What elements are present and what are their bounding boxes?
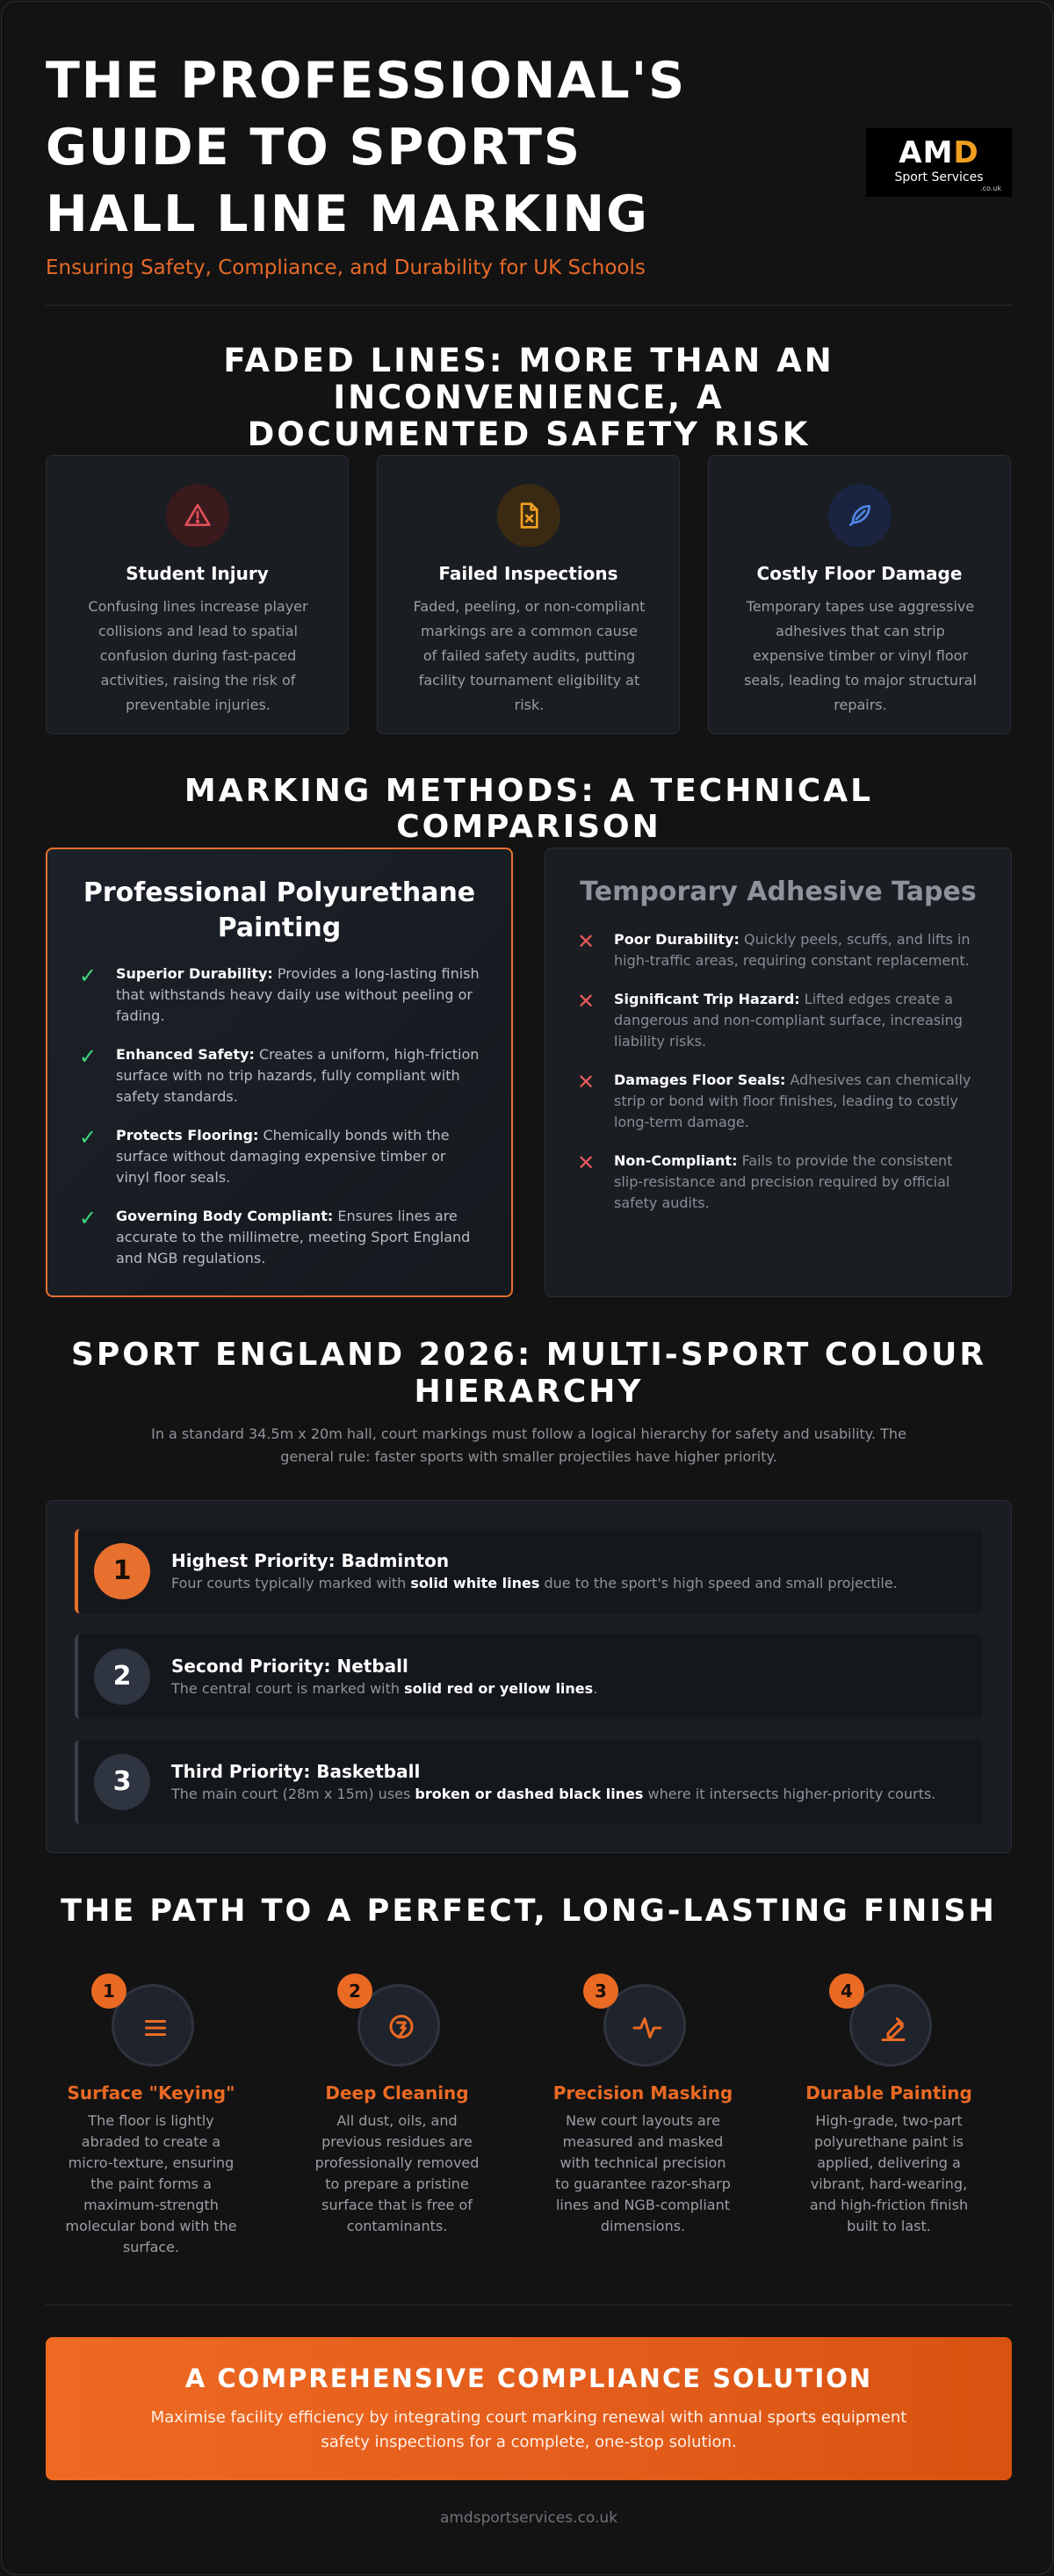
- benefit-text: [116, 963, 483, 1027]
- tape-drawback-item: [577, 929, 981, 971]
- check-icon: ✓: [79, 1206, 97, 1230]
- benefit-desc: Creates a uniform, high-friction surface with no trip hazards, fully compliant with safety standards.: [116, 1046, 480, 1105]
- cta-description: Maximise facility efficiency by integrating court marking renewal with annual sports equipment safety inspections for a complete, one-stop solution.: [150, 2408, 907, 2451]
- step-title: Surface "Keying": [67, 2082, 235, 2103]
- step-number-badge: 2: [337, 1973, 372, 2009]
- step-number-badge: 3: [583, 1973, 618, 2009]
- benefit-desc: Chemically bonds with the surface without damaging expensive timber or vinyl floor seals.: [116, 1127, 450, 1186]
- logo-domain: .co.uk: [980, 184, 1001, 192]
- drawback-desc: Quickly peels, scuffs, and lifts in high-traffic areas, requiring constant replacement.: [614, 931, 971, 969]
- cross-icon: ✕: [577, 929, 596, 954]
- risk-description: Temporary tapes use aggressive adhesives that can strip expensive timber or vinyl floor seals, leading to major structural repairs.: [744, 598, 977, 713]
- hierarchy-intro: In a standard 34.5m x 20m hall, court markings must follow a logical hierarchy for safety and usability. The general rule: faster sports with smaller projectiles have higher priority.: [151, 1425, 906, 1465]
- pro-benefit-item: [79, 1044, 483, 1108]
- benefit-desc: Ensures lines are accurate to the millimetre, meeting Sport England and NGB regulations.: [116, 1208, 471, 1266]
- priority-title: Second Priority: Netball: [171, 1656, 408, 1677]
- desc-text: The main court (28m x 15m) uses: [171, 1786, 415, 1802]
- check-icon: ✓: [79, 963, 97, 988]
- benefit-label: Superior Durability:: [116, 965, 273, 982]
- desc-emphasis: solid red or yellow lines: [404, 1680, 594, 1697]
- check-icon: ✓: [79, 1044, 97, 1069]
- tape-drawback-item: [577, 1151, 981, 1214]
- step-title: Deep Cleaning: [325, 2082, 469, 2103]
- company-logo[interactable]: [866, 128, 1012, 197]
- desc-text: The central court is marked with: [171, 1680, 405, 1697]
- professional-heading: [47, 876, 511, 946]
- benefit-label: Enhanced Safety:: [116, 1046, 255, 1063]
- priority-description: [171, 1786, 935, 1802]
- priority-number: 2: [94, 1649, 150, 1705]
- step-description: All dust, oils, and previous residues are professionally removed to prepare a pristine surface that is free of contaminants.: [314, 2112, 480, 2234]
- cross-icon: ✕: [577, 989, 596, 1014]
- logo-brand-am: AM: [899, 135, 954, 170]
- hierarchy-title-line: HIERARCHY: [414, 1374, 644, 1410]
- drawback-text: [614, 989, 981, 1052]
- desc-emphasis: broken or dashed black lines: [415, 1786, 644, 1802]
- title-line: THE PROFESSIONAL'S: [46, 52, 687, 110]
- drawback-desc: Fails to provide the consistent slip-resistance and precision required by official safety audits.: [614, 1152, 953, 1211]
- step-description: The floor is lightly abraded to create a micro-texture, ensuring the paint forms a maximum-strength molecular bond with the surface.: [65, 2112, 237, 2255]
- step-title: Durable Painting: [805, 2082, 972, 2103]
- adhesive-tape-card: [545, 848, 1012, 1297]
- drawback-text: [614, 1151, 981, 1214]
- cross-icon: ✕: [577, 1151, 596, 1175]
- benefit-desc: Provides a long-lasting finish that withstands heavy daily use without peeling or fading.: [116, 965, 480, 1024]
- page-title: [46, 47, 748, 248]
- risks-title-line: DOCUMENTED SAFETY RISK: [247, 415, 811, 453]
- drawback-text: [614, 1070, 981, 1133]
- process-section-title: THE PATH TO A PERFECT, LONG-LASTING FINISH: [61, 1894, 997, 1929]
- comparison-section-title: MARKING METHODS: A TECHNICAL COMPARISON: [184, 773, 874, 845]
- pro-benefit-item: [79, 963, 483, 1027]
- check-icon: ✓: [79, 1125, 97, 1150]
- failed-document-icon: [497, 484, 560, 547]
- risks-section-title: [46, 343, 1012, 453]
- professional-heading-line: Painting: [217, 913, 342, 943]
- risk-title: Student Injury: [126, 563, 269, 584]
- risk-card-student-injury: [46, 455, 349, 734]
- feather-icon: [828, 484, 892, 547]
- pro-benefit-item: [79, 1206, 483, 1269]
- desc-text: due to the sport's high speed and small projectile.: [539, 1575, 898, 1591]
- risk-card-failed-inspections: [377, 455, 680, 734]
- hierarchy-title-line: SPORT ENGLAND 2026: MULTI-SPORT COLOUR: [70, 1337, 987, 1373]
- risk-title: Costly Floor Damage: [756, 563, 963, 584]
- step-title: Precision Masking: [552, 2082, 733, 2103]
- logo-brand-d: D: [953, 135, 979, 170]
- page-subtitle: Ensuring Safety, Compliance, and Durability for UK Schools: [46, 256, 646, 279]
- desc-text: Four courts typically marked with: [171, 1575, 411, 1591]
- benefit-label: Protects Flooring:: [116, 1127, 259, 1144]
- page-header: [46, 47, 1012, 279]
- risk-description: Confusing lines increase player collisions and lead to spatial confusion during fast-paced activities, raising the risk of preventable injuries.: [88, 598, 308, 713]
- section-divider: [46, 305, 1012, 306]
- benefit-text: [116, 1044, 483, 1108]
- risk-title: Failed Inspections: [438, 563, 618, 584]
- hierarchy-row-badminton: [75, 1529, 983, 1613]
- compliance-cta-banner: [46, 2337, 1012, 2480]
- professional-heading-line: Professional Polyurethane: [83, 877, 476, 908]
- drawback-desc: Adhesives can chemically strip or bond with floor finishes, leading to costly long-term damage.: [614, 1072, 971, 1130]
- risks-title-line: FADED LINES: MORE THAN AN INCONVENIENCE, A: [223, 342, 834, 416]
- desc-text: where it intersects higher-priority courts.: [643, 1786, 936, 1802]
- tape-heading: Temporary Adhesive Tapes: [580, 877, 977, 907]
- priority-number: 1: [94, 1543, 150, 1599]
- step-description: New court layouts are measured and masked with technical precision to guarantee razor-sharp lines and NGB-compliant dimensions.: [555, 2112, 731, 2234]
- drawback-label: Poor Durability:: [614, 931, 740, 948]
- desc-text: .: [593, 1680, 598, 1697]
- benefit-text: [116, 1125, 483, 1188]
- priority-description: [171, 1680, 597, 1697]
- tape-drawback-item: [577, 1070, 981, 1133]
- pro-benefit-item: [79, 1125, 483, 1188]
- priority-title: Third Priority: Basketball: [171, 1761, 421, 1782]
- priority-number: 3: [94, 1754, 150, 1810]
- professional-painting-card: [46, 848, 513, 1297]
- desc-emphasis: solid white lines: [410, 1575, 540, 1591]
- drawback-text: [614, 929, 981, 971]
- infographic-page: [1, 1, 1053, 2575]
- benefit-text: [116, 1206, 483, 1269]
- drawback-desc: Lifted edges create a dangerous and non-compliant surface, increasing liability risks.: [614, 991, 963, 1050]
- priority-description: [171, 1575, 898, 1591]
- risk-card-floor-damage: [708, 455, 1011, 734]
- risk-description: Faded, peeling, or non-compliant markings are a common cause of failed safety audits, putting facility tournament eligibility at risk.: [413, 598, 646, 713]
- step-description: High-grade, two-part polyurethane paint is applied, delivering a vibrant, hard-wearing, and high-friction finish built to last.: [809, 2112, 969, 2234]
- cta-title: A COMPREHENSIVE COMPLIANCE SOLUTION: [184, 2363, 873, 2393]
- footer-website-link[interactable]: amdsportservices.co.uk: [439, 2509, 618, 2527]
- priority-title: Highest Priority: Badminton: [171, 1550, 450, 1571]
- step-number-badge: 1: [91, 1973, 126, 2009]
- drawback-label: Damages Floor Seals:: [614, 1072, 786, 1088]
- title-line: HALL LINE MARKING: [46, 185, 649, 243]
- hierarchy-panel: [46, 1500, 1012, 1853]
- benefit-label: Governing Body Compliant:: [116, 1208, 334, 1224]
- warning-triangle-icon: [166, 484, 229, 547]
- hierarchy-row-basketball: [75, 1740, 983, 1824]
- step-number-badge: 4: [829, 1973, 864, 2009]
- hierarchy-row-netball: [75, 1634, 983, 1719]
- hierarchy-section-title: [46, 1337, 1012, 1411]
- drawback-label: Non-Compliant:: [614, 1152, 738, 1169]
- logo-wordmark: [866, 135, 1012, 170]
- title-line: GUIDE TO SPORTS: [46, 119, 582, 177]
- tape-drawback-item: [577, 989, 981, 1052]
- cross-icon: ✕: [577, 1070, 596, 1094]
- logo-tagline: Sport Services: [894, 170, 984, 184]
- drawback-label: Significant Trip Hazard:: [614, 991, 800, 1007]
